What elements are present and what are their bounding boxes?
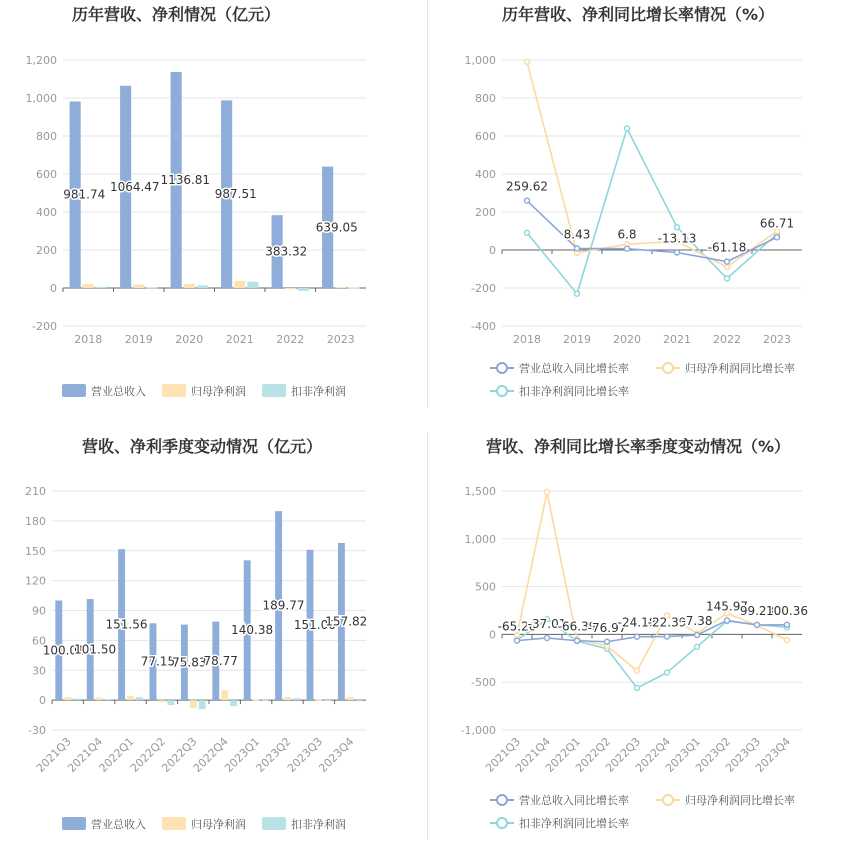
x-tick-label: 2018 — [513, 333, 541, 346]
point-marker — [785, 622, 790, 627]
legend-item[interactable] — [162, 384, 246, 398]
x-tick-label: 2023 — [763, 333, 791, 346]
data-label: -61.18 — [707, 240, 747, 255]
bar-net-profit — [284, 697, 291, 700]
point-marker — [575, 246, 580, 251]
legend-swatch — [162, 384, 186, 397]
bar-net-profit — [96, 698, 103, 700]
bar-deducted-profit — [356, 700, 363, 701]
line-net-profit-growth — [517, 492, 787, 671]
legend-label: 营业总收入同比增长率 — [519, 794, 629, 807]
chart-title: 营收、净利季度变动情况（亿元） — [81, 437, 323, 456]
x-tick-label: 2022Q1 — [96, 734, 137, 775]
y-tick-label: 1,000 — [464, 54, 496, 67]
line-deducted-growth — [527, 128, 777, 293]
legend-label: 营业总收入 — [91, 385, 146, 398]
bar-deducted-profit — [146, 287, 157, 288]
data-label: 78.77 — [203, 653, 238, 668]
x-tick-label: 2020 — [175, 333, 204, 346]
legend-marker — [497, 386, 507, 396]
x-tick-label: 2019 — [124, 333, 153, 346]
bar-deducted-profit — [197, 285, 208, 288]
point-marker — [675, 225, 680, 230]
point-marker — [545, 635, 550, 640]
data-label: -76.97 — [587, 620, 627, 635]
point-marker — [635, 668, 640, 673]
x-tick-label: 2022Q4 — [633, 734, 674, 775]
x-tick-label: 2023Q1 — [222, 734, 263, 775]
bar-net-profit — [315, 700, 322, 701]
y-tick-label: 200 — [36, 244, 57, 257]
x-tick-label: 2022Q1 — [543, 734, 584, 775]
data-label: 987.51 — [214, 187, 257, 202]
chart-annual-line — [465, 5, 803, 398]
y-tick-label: 210 — [25, 485, 46, 498]
y-tick-label: 1,000 — [25, 92, 57, 105]
y-tick-label: 600 — [36, 168, 57, 181]
data-label: 383.32 — [265, 244, 308, 259]
legend-swatch — [262, 384, 286, 397]
bar-deducted-profit — [262, 700, 269, 701]
legend-item[interactable] — [62, 817, 146, 831]
bar-net-profit — [83, 284, 94, 288]
y-tick-label: 400 — [36, 206, 57, 219]
point-marker — [625, 246, 630, 251]
legend-swatch — [62, 384, 86, 397]
y-tick-label: 0 — [39, 694, 46, 708]
legend-label: 扣非净利润 — [291, 385, 346, 398]
y-tick-label: 1,200 — [25, 54, 57, 67]
point-marker — [675, 250, 680, 255]
bar-net-profit — [253, 700, 260, 701]
point-marker — [605, 639, 610, 644]
bar-deducted-profit — [293, 698, 300, 700]
bar-net-profit — [221, 690, 228, 700]
data-label: 189.77 — [262, 598, 305, 613]
chart-title: 营收、净利同比增长率季度变动情况（%） — [485, 437, 791, 456]
legend-marker — [497, 363, 507, 373]
x-tick-label: 2022Q3 — [159, 734, 200, 775]
data-label: 259.62 — [506, 179, 548, 194]
data-label: 6.8 — [617, 227, 637, 242]
data-label: 145.97 — [706, 599, 748, 614]
legend-label: 归母净利润同比增长率 — [685, 794, 795, 807]
x-tick-label: 2022Q3 — [603, 734, 644, 775]
data-label: 75.83 — [172, 655, 207, 670]
x-tick-label: 2021 — [663, 333, 691, 346]
data-label: -13.13 — [657, 231, 697, 246]
y-tick-label: -200 — [471, 282, 496, 295]
x-tick-label: 2022Q2 — [127, 734, 169, 775]
data-label: 100.01 — [42, 643, 85, 658]
x-tick-label: 2021Q4 — [513, 734, 554, 775]
bar-net-profit — [64, 697, 71, 700]
legend-label: 扣非净利润同比增长率 — [519, 817, 629, 830]
chart-title: 历年营收、净利情况（亿元） — [71, 5, 281, 24]
y-tick-label: 0 — [489, 244, 496, 257]
data-label: 100.36 — [766, 603, 808, 618]
bar-deducted-profit — [199, 700, 206, 709]
y-tick-label: 600 — [475, 130, 496, 143]
data-label: 99.23 — [739, 603, 775, 618]
legend-marker — [663, 795, 673, 805]
y-tick-label: -400 — [471, 320, 496, 333]
bar-net-profit — [234, 281, 245, 288]
legend-item[interactable] — [62, 384, 146, 398]
y-tick-label: 400 — [475, 168, 496, 181]
bar-net-profit — [127, 696, 134, 700]
x-tick-label: 2019 — [563, 333, 591, 346]
bar-net-profit — [335, 287, 346, 288]
legend-label: 营业总收入同比增长率 — [519, 362, 629, 375]
y-tick-label: 180 — [25, 514, 46, 528]
point-marker — [725, 276, 730, 281]
x-tick-label: 2023Q3 — [284, 734, 326, 775]
point-marker — [725, 618, 730, 623]
y-tick-label: 150 — [25, 544, 46, 558]
bar-deducted-profit — [230, 700, 237, 706]
data-label: 66.71 — [759, 216, 795, 231]
legend-swatch — [162, 817, 186, 830]
point-marker — [755, 622, 760, 627]
x-tick-label: 2023 — [326, 333, 355, 346]
y-tick-label: 1,000 — [464, 532, 496, 546]
bar-net-profit — [347, 697, 354, 700]
data-label: 77.15 — [140, 654, 176, 669]
x-tick-label: 2023Q3 — [723, 734, 764, 775]
legend-swatch — [62, 817, 86, 830]
y-tick-label: 1,500 — [464, 485, 496, 498]
bar-deducted-profit — [136, 697, 143, 700]
x-tick-label: 2018 — [74, 333, 103, 346]
x-tick-label: 2023Q2 — [693, 734, 734, 775]
x-tick-label: 2022Q2 — [573, 734, 614, 775]
y-tick-label: 90 — [32, 604, 46, 618]
x-tick-label: 2021 — [225, 333, 254, 346]
x-tick-label: 2020 — [613, 333, 641, 346]
chart-quarter-bar — [25, 437, 367, 831]
point-marker — [625, 126, 630, 131]
data-label: -37.01 — [527, 616, 567, 631]
point-marker — [525, 230, 530, 235]
data-label: -22.39 — [647, 615, 687, 630]
x-tick-label: 2023Q4 — [753, 734, 794, 775]
point-marker — [525, 59, 530, 64]
point-marker — [525, 198, 530, 203]
x-tick-label: 2023Q1 — [663, 734, 704, 775]
legend-item[interactable] — [656, 361, 795, 375]
bar-net-profit — [184, 284, 195, 288]
x-tick-label: 2022Q4 — [190, 734, 231, 775]
x-tick-label: 2023Q2 — [253, 734, 294, 775]
bar-net-profit — [285, 288, 296, 289]
point-marker — [695, 644, 700, 649]
x-tick-label: 2021Q3 — [33, 734, 74, 775]
data-label: 1064.47 — [109, 179, 160, 194]
legend-marker — [663, 363, 673, 373]
x-tick-label: 2022 — [276, 333, 305, 346]
legend-label: 归母净利润 — [191, 818, 246, 831]
point-marker — [785, 638, 790, 643]
legend-label: 归母净利润同比增长率 — [685, 362, 795, 375]
chart-quarter-line — [461, 437, 808, 830]
data-label: -65.26 — [497, 619, 537, 634]
legend-item[interactable] — [656, 793, 795, 807]
bar-deducted-profit — [298, 288, 309, 291]
point-marker — [545, 489, 550, 494]
legend-marker — [497, 818, 507, 828]
chart-title: 历年营收、净利同比增长率情况（%） — [501, 5, 775, 24]
legend-marker — [497, 795, 507, 805]
point-marker — [575, 638, 580, 643]
x-tick-label: 2023Q4 — [316, 734, 357, 775]
point-marker — [635, 634, 640, 639]
data-label: 8.43 — [563, 227, 591, 242]
data-label: -7.38 — [681, 614, 713, 629]
legend-label: 归母净利润 — [191, 385, 246, 398]
x-tick-label: 2021Q4 — [65, 734, 106, 775]
bar-deducted-profit — [348, 287, 359, 288]
legend-item[interactable] — [490, 793, 629, 807]
bar-deducted-profit — [247, 282, 258, 288]
y-tick-label: 0 — [489, 628, 496, 642]
point-marker — [695, 633, 700, 638]
x-tick-label: 2021Q3 — [483, 734, 524, 775]
chart-annual-bar — [26, 5, 367, 398]
bar-deducted-profit — [73, 699, 80, 700]
bar-deducted-profit — [105, 699, 112, 700]
bar-net-profit — [190, 700, 197, 708]
legend-item[interactable] — [490, 361, 629, 375]
bar-deducted-profit — [96, 287, 107, 288]
point-marker — [775, 235, 780, 240]
bar-deducted-profit — [167, 700, 174, 705]
y-tick-label: 800 — [475, 92, 496, 105]
y-tick-label: 60 — [32, 634, 46, 648]
bar-deducted-profit — [324, 700, 331, 701]
point-marker — [515, 638, 520, 643]
y-tick-label: 200 — [475, 206, 496, 219]
y-tick-label: 0 — [50, 282, 57, 295]
data-label: 981.74 — [63, 187, 106, 202]
data-label: 101.50 — [74, 642, 117, 657]
data-label: 140.38 — [231, 623, 274, 638]
y-tick-label: -1,000 — [460, 724, 496, 737]
point-marker — [635, 685, 640, 690]
legend-item[interactable] — [262, 817, 346, 831]
legend-item[interactable] — [490, 384, 629, 398]
point-marker — [665, 670, 670, 675]
data-label: 157.82 — [325, 614, 368, 629]
y-tick-label: -30 — [28, 724, 46, 737]
legend-label: 扣非净利润同比增长率 — [519, 385, 629, 398]
data-label: 639.05 — [315, 220, 358, 235]
y-tick-label: 500 — [475, 580, 496, 594]
y-tick-label: 30 — [32, 664, 46, 678]
legend-label: 扣非净利润 — [291, 818, 346, 831]
point-marker — [725, 259, 730, 264]
bar-net-profit — [158, 700, 165, 702]
point-marker — [725, 265, 730, 270]
legend-swatch — [262, 817, 286, 830]
legend-label: 营业总收入 — [91, 818, 146, 831]
point-marker — [575, 291, 580, 296]
y-tick-label: 120 — [25, 574, 46, 588]
y-tick-label: 800 — [36, 130, 57, 143]
legend-item[interactable] — [490, 816, 629, 830]
data-label: 151.56 — [105, 617, 148, 632]
legend-item[interactable] — [262, 384, 346, 398]
data-label: 1136.81 — [160, 173, 211, 188]
x-tick-label: 2022 — [713, 333, 741, 346]
data-label: 151.00 — [293, 617, 336, 632]
y-tick-label: -500 — [471, 676, 496, 690]
legend-item[interactable] — [162, 817, 246, 831]
bar-net-profit — [133, 284, 144, 288]
data-label: -66.39 — [557, 619, 597, 634]
point-marker — [665, 634, 670, 639]
y-tick-label: -200 — [32, 320, 57, 333]
data-label: -24.18 — [617, 615, 657, 630]
